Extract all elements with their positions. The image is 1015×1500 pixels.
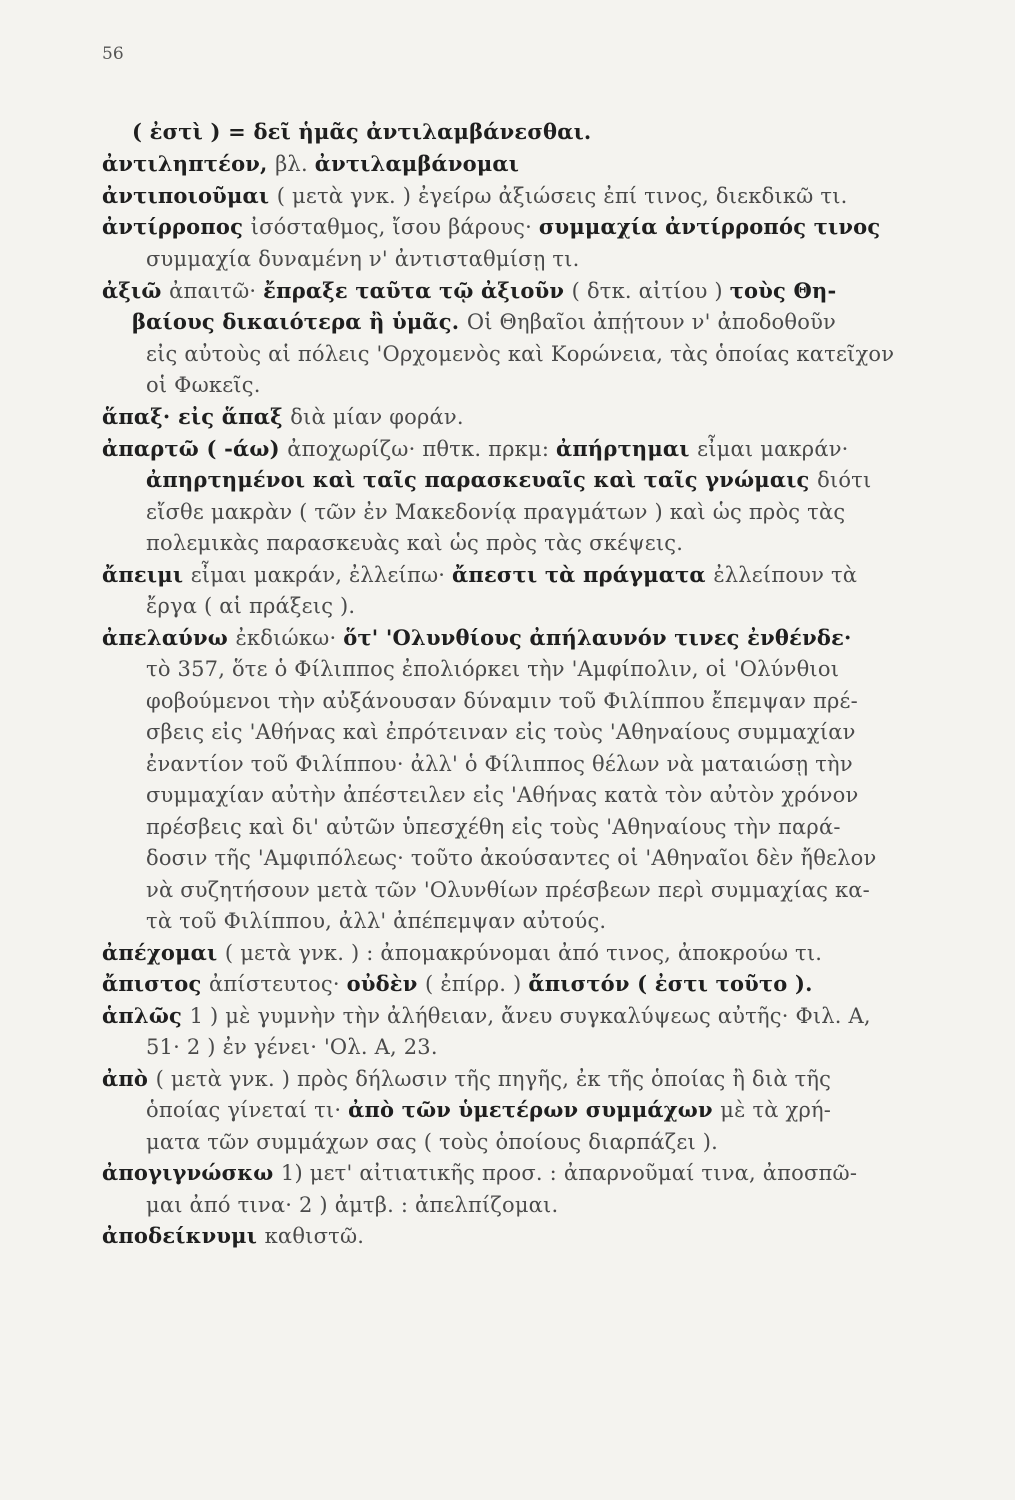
text-line [102,1002,871,1030]
text-line [132,308,836,336]
headword-text: ἀπέχομαι [102,940,225,965]
text-line [146,1191,558,1219]
headword-text: ἀντιλαμβάνομαι [314,151,520,176]
text-line [146,1096,831,1124]
text-line [146,750,853,778]
headword-text: ἄπιστος [102,971,210,996]
entry-text: μαι ἀπό τινα· 2 ) ἀμτβ. : ἀπελπίζομαι. [146,1193,559,1217]
headword-text: ἀντίρροπος [102,214,251,239]
headword-text: ἁπλῶς [102,1003,190,1028]
text-line [146,1033,438,1061]
entry-text: βλ. [275,152,315,176]
entry-text: συμμαχίαν αὐτὴν ἀπέστειλεν εἰς 'Αθήνας κατὰ τὸν αὐτὸν χρόνον [146,783,859,807]
entry-text: εἶμαι μακράν, ἐλλείπω· [190,563,453,587]
text-line [102,403,464,431]
headword-text: ἀντιληπτέον, [102,151,276,176]
entry-text: ( μετὰ γνκ. ) : ἀπομακρύνομαι ἀπό τινος, ἀποκρούω τι. [224,941,823,965]
entry-text: διότι [817,468,872,492]
text-line [146,1128,718,1156]
entry-text: καθιστῶ. [264,1224,365,1248]
text-line [146,371,261,399]
text-line [146,781,858,809]
headword-text: ἀπηρτημένοι καὶ ταῖς παρασκευαῖς καὶ ταῖς γνώμαις [146,467,818,492]
text-line [102,970,813,998]
text-line [102,213,880,241]
text-line [102,1222,364,1250]
headword-text: ἄπεστι τὰ πράγματα [452,562,714,587]
entry-text: ἐκδιώκω· [235,626,344,650]
entry-text: πολεμικὰς παρασκευὰς καὶ ὡς πρὸς τὰς σκέψεις. [146,531,684,555]
headword-text: οὐδὲν [346,971,426,996]
text-line [102,1065,831,1093]
text-line [102,1159,857,1187]
entry-text: εἶμαι μακράν· [697,437,849,461]
entry-text: ( δτκ. αἰτίου ) [571,279,730,303]
entry-text: νὰ συζητήσουν μετὰ τῶν 'Ολυνθίων πρέσβεων περὶ συμμαχίας κα- [146,878,870,902]
text-line [146,529,683,557]
entry-text: ( μετὰ γνκ. ) ἐγείρω ἀξιώσεις ἐπί τινος, διεκδικῶ τι. [276,184,848,208]
headword-text: ἀπὸ [102,1066,156,1091]
entry-text: 1) μετ' αἰτιατικῆς προσ. : ἀπαρνοῦμαί τινα, ἀποσπῶ- [280,1161,858,1185]
headword-text: ἀπήρτημαι [556,436,698,461]
headword-text: ἄπειμι [102,562,191,587]
entry-text: οἱ Φωκεῖς. [146,373,261,397]
text-line [146,907,606,935]
text-line [146,245,580,273]
text-line [132,118,591,146]
entry-text: Οἱ Θηβαῖοι ἀπῄτουν ν' ἀποδοθοῦν [466,310,837,334]
entry-text: 1 ) μὲ γυμνὴν τὴν ἀλήθειαν, ἄνευ συγκαλύψεως αὐτῆς· Φιλ. Α, [189,1004,871,1028]
entry-text: ἐναντίον τοῦ Φιλίππου· ἀλλ' ὁ Φίλιππος θέλων νὰ ματαιώσῃ τὴν [146,752,853,776]
entry-text: συμμαχία δυναμένη ν' ἀντισταθμίσῃ τι. [146,247,580,271]
headword-text: τοὺς Θη- [729,278,837,303]
entry-text: ματα τῶν συμμάχων σας ( τοὺς ὁποίους διαρπάζει ). [146,1130,719,1154]
entry-text: πρέσβεις καὶ δι' αὐτῶν ὑπεσχέθη εἰς τοὺς 'Αθηναίους τὴν παρά- [146,815,841,839]
entry-text: σβεις εἰς 'Αθήνας καὶ ἐπρότειναν εἰς τοὺς 'Αθηναίους συμμαχίαν [146,720,856,744]
entry-text: ἐλλείπουν τὰ [713,563,858,587]
entry-text: ὁποίας γίνεταί τι· [146,1098,349,1122]
entry-text: τὸ 357, ὅτε ὁ Φίλιππος ἐπολιόρκει τὴν 'Αμφίπολιν, οἱ 'Ολύνθιοι [146,657,840,681]
entry-text: εἰς αὐτοὺς αἱ πόλεις 'Ορχομενὸς καὶ Κορώνεια, τὰς ὁποίας κατεῖχον [146,342,895,366]
text-line [146,844,876,872]
headword-text: ἀπογιγνώσκω [102,1160,281,1185]
headword-text: ἀντιποιοῦμαι [102,183,277,208]
text-line [102,182,848,210]
page-number: 56 [102,44,124,64]
entry-text: ἀποχωρίζω· πθτκ. πρκμ: [287,437,556,461]
entry-text: διὰ μίαν φοράν. [290,405,464,429]
text-line [146,592,355,620]
headword-text: ἀποδείκνυμι [102,1223,265,1248]
entry-text: ἀπαιτῶ· [169,279,264,303]
text-line [146,687,858,715]
text-line [102,277,836,305]
entry-text: εἴσθε μακρὰν ( τῶν ἐν Μακεδονίᾳ πραγμάτων ) καὶ ὡς πρὸς τὰς [146,500,846,524]
entry-text: ἰσόσταθμος, ἴσου βάρους· [250,215,539,239]
entry-text: 51· 2 ) ἐν γένει· 'Ολ. Α, 23. [146,1035,438,1059]
headword-text: ἄπιστόν ( ἐστι τοῦτο ). [528,971,813,996]
entry-text: ( μετὰ γνκ. ) πρὸς δήλωσιν τῆς πηγῆς, ἐκ τῆς ὁποίας ἢ διὰ τῆς [155,1067,832,1091]
entry-text: ἔργα ( αἱ πράξεις ). [146,594,356,618]
entry-text: δοσιν τῆς 'Αμφιπόλεως· τοῦτο ἀκούσαντες οἱ 'Αθηναῖοι δὲν ἤθελον [146,846,877,870]
text-line [146,340,894,368]
headword-text: ἅπαξ· εἰς ἅπαξ [102,404,291,429]
headword-text: ἀξιῶ [102,278,170,303]
entry-text: τὰ τοῦ Φιλίππου, ἀλλ' ἀπέπεμψαν αὐτούς. [146,909,607,933]
text-line [102,150,519,178]
entry-text: ἀπίστευτος· [209,972,347,996]
headword-text: ἀπαρτῶ ( -άω) [102,436,288,461]
entry-text: μὲ τὰ χρή- [720,1098,832,1122]
text-line [102,939,822,967]
text-line [102,435,849,463]
text-line [146,813,841,841]
text-line [146,718,856,746]
headword-text: βαίους δικαιότερα ἢ ὑμᾶς. [132,309,467,334]
entry-text: φοβούμενοι τὴν αὐξάνουσαν δύναμιν τοῦ Φιλίππου ἔπεμψαν πρέ- [146,689,858,713]
text-line [146,876,870,904]
text-line [146,466,871,494]
text-line [146,655,839,683]
text-line [146,498,845,526]
headword-text: ἔπραξε ταῦτα τῷ ἀξιοῦν [263,278,572,303]
headword-text: ἀπὸ τῶν ὑμετέρων συμμάχων [348,1097,721,1122]
headword-text: ὅτ' 'Ολυνθίους ἀπήλαυνόν τινες ἐνθένδε· [343,625,852,650]
text-line [102,561,857,589]
headword-text: ἀπελαύνω [102,625,236,650]
entry-text: ( ἐπίρρ. ) [425,972,529,996]
text-line [102,624,852,652]
headword-text: ( ἐστὶ ) = δεῖ ἡμᾶς ἀντιλαμβάνεσθαι. [132,119,592,144]
headword-text: συμμαχία ἀντίρροπός τινος [538,214,881,239]
